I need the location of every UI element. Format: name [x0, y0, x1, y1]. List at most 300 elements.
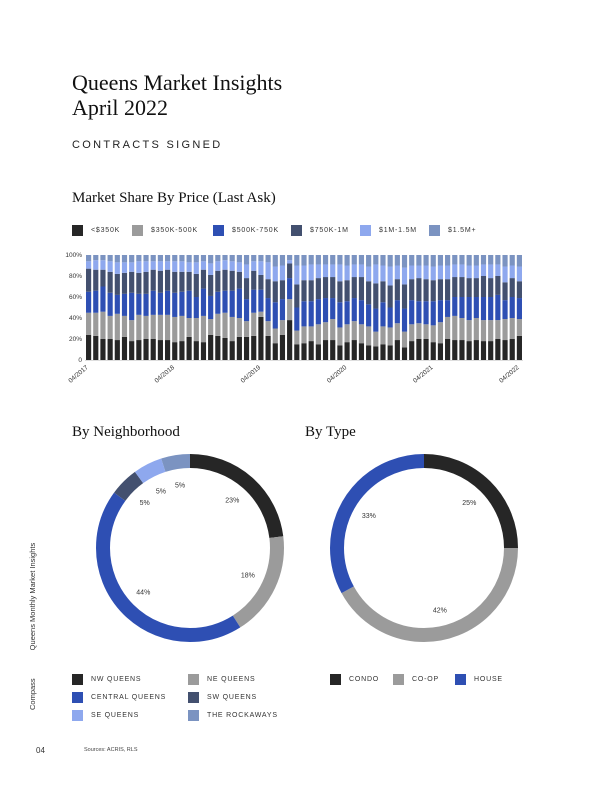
bar-segment: [230, 255, 235, 261]
bar-segment: [359, 277, 364, 300]
bar-segment: [266, 298, 271, 321]
bar-segment: [287, 278, 292, 299]
bar-segment: [258, 255, 263, 261]
bar-segment: [495, 339, 500, 360]
bar-segment: [309, 264, 314, 280]
bar-segment: [352, 340, 357, 360]
bar-segment: [409, 255, 414, 266]
bar-segment: [467, 278, 472, 297]
y-tick-label: 40%: [68, 315, 82, 322]
bar-segment: [258, 261, 263, 275]
bar-segment: [280, 255, 285, 266]
bar-segment: [301, 301, 306, 326]
bar-segment: [237, 262, 242, 271]
bar-segment: [179, 272, 184, 292]
bar-segment: [373, 255, 378, 264]
bar-segment: [445, 300, 450, 317]
bar-segment: [380, 302, 385, 326]
bar-segment: [380, 326, 385, 344]
bar-segment: [158, 261, 163, 270]
bar-segment: [395, 266, 400, 280]
bar-segment: [187, 272, 192, 291]
bar-segment: [287, 299, 292, 320]
bar-segment: [330, 340, 335, 360]
bar-segment: [395, 255, 400, 266]
bar-segment: [208, 275, 213, 296]
bar-segment: [143, 255, 148, 261]
bar-segment: [136, 255, 141, 261]
bar-segment: [452, 297, 457, 316]
bar-segment: [294, 344, 299, 360]
bar-segment: [237, 272, 242, 289]
bar-segment: [129, 272, 134, 293]
bar-segment: [86, 292, 91, 313]
bar-segment: [366, 304, 371, 326]
legend-swatch: [72, 674, 83, 685]
bar-segment: [366, 281, 371, 304]
bar-segment: [179, 316, 184, 341]
bar-segment: [143, 261, 148, 272]
bar-segment: [502, 340, 507, 360]
bar-segment: [294, 266, 299, 285]
bar-segment: [510, 318, 515, 339]
bar-segment: [409, 341, 414, 360]
bar-segment: [86, 269, 91, 292]
bar-segment: [215, 336, 220, 360]
bar-segment: [143, 272, 148, 294]
legend-swatch: [72, 710, 83, 721]
type-legend: [330, 674, 560, 688]
bar-segment: [108, 339, 113, 360]
bar-segment: [301, 343, 306, 360]
bar-segment: [495, 276, 500, 295]
x-tick-label: 04/2020: [325, 364, 349, 385]
legend-swatch: [455, 674, 466, 685]
bar-segment: [194, 318, 199, 341]
bar-segment: [251, 261, 256, 270]
bar-segment: [93, 270, 98, 291]
bar-segment: [467, 266, 472, 279]
bar-segment: [431, 342, 436, 360]
bar-segment: [301, 280, 306, 301]
bar-segment: [373, 283, 378, 308]
bar-segment: [108, 272, 113, 293]
legend-item-ne-queens: [188, 674, 255, 685]
bar-segment: [323, 322, 328, 340]
sidebar-vertical-text: [28, 543, 37, 710]
bar-segment: [287, 260, 292, 263]
bar-segment: [151, 261, 156, 269]
bar-segment: [488, 264, 493, 278]
y-tick-label: 20%: [68, 336, 82, 343]
bar-segment: [402, 332, 407, 348]
bar-segment: [359, 343, 364, 360]
legend-label: <$350K: [91, 227, 121, 234]
legend-label: THE ROCKAWAYS: [207, 712, 278, 719]
bar-segment: [502, 267, 507, 283]
bar-segment: [345, 324, 350, 342]
bar-segment: [409, 266, 414, 280]
bar-segment: [467, 341, 472, 360]
bar-segment: [251, 255, 256, 261]
bar-segment: [301, 326, 306, 343]
bar-segment: [459, 255, 464, 264]
bar-segment: [86, 335, 91, 360]
bar-segment: [510, 339, 515, 360]
legend-item-500-750k: [213, 225, 279, 236]
legend-swatch: [330, 674, 341, 685]
bar-segment: [222, 260, 227, 269]
bar-segment: [129, 255, 134, 262]
bar-segment: [309, 326, 314, 341]
bar-segment: [337, 281, 342, 302]
legend-item-1-5m-plus: [429, 225, 476, 236]
bar-segment: [316, 344, 321, 360]
bar-segment: [179, 261, 184, 272]
bar-segment: [93, 260, 98, 269]
bar-segment: [143, 339, 148, 360]
legend-label: SW QUEENS: [207, 694, 257, 701]
bar-segment: [237, 255, 242, 262]
bar-segment: [258, 317, 263, 360]
slice-value-label: 23%: [225, 497, 240, 505]
bar-segment: [438, 255, 443, 266]
bar-segment: [122, 273, 127, 294]
bar-segment: [136, 340, 141, 360]
bar-segment: [309, 280, 314, 301]
bar-segment: [337, 327, 342, 345]
legend-label: CONDO: [349, 676, 380, 683]
bar-segment: [467, 320, 472, 341]
bar-segment: [416, 323, 421, 339]
x-tick-label: 04/2022: [498, 364, 521, 385]
bar-segment: [187, 255, 192, 262]
bar-segment: [330, 298, 335, 319]
bar-segment: [481, 297, 486, 320]
bar-segment: [345, 301, 350, 324]
bar-segment: [280, 299, 285, 320]
bar-segment: [201, 342, 206, 360]
bar-segment: [502, 282, 507, 300]
bar-segment: [215, 261, 220, 270]
y-tick-label: 80%: [68, 273, 82, 280]
bar-segment: [395, 323, 400, 340]
bar-segment: [345, 342, 350, 360]
y-tick-label: 0: [78, 357, 82, 364]
bar-segment: [502, 255, 507, 267]
bar-segment: [330, 277, 335, 298]
bar-segment: [459, 297, 464, 318]
bar-segment: [280, 320, 285, 335]
bar-segment: [165, 261, 170, 269]
bar-segment: [100, 260, 105, 269]
bar-segment: [201, 316, 206, 342]
bar-segment: [165, 270, 170, 291]
bar-segment: [488, 341, 493, 360]
bar-segment: [273, 267, 278, 282]
bar-segment: [251, 336, 256, 360]
bar-segment: [201, 255, 206, 261]
sources-note: Sources: ACRIS, RLS: [84, 747, 138, 753]
bar-segment: [179, 255, 184, 261]
bar-segment: [402, 347, 407, 360]
bar-segment: [100, 255, 105, 260]
bar-segment: [481, 255, 486, 264]
bar-segment: [143, 294, 148, 316]
bar-segment: [151, 339, 156, 360]
bar-segment: [474, 255, 479, 266]
legend-label: $1M-1.5M: [379, 227, 417, 234]
bar-segment: [488, 255, 493, 264]
bar-segment: [474, 318, 479, 340]
legend-item-house: [455, 674, 503, 685]
bar-segment: [380, 255, 385, 266]
bar-segment: [187, 318, 192, 337]
legend-swatch: [132, 225, 143, 236]
bar-segment: [122, 337, 127, 360]
bar-segment: [345, 280, 350, 301]
bar-segment: [438, 343, 443, 360]
page-title: [72, 70, 282, 120]
legend-item-condo: [330, 674, 379, 685]
bar-segment: [345, 255, 350, 266]
bar-segment: [136, 273, 141, 294]
bar-segment: [100, 312, 105, 339]
legend-label: $1.5M+: [448, 227, 477, 234]
bar-segment: [452, 277, 457, 297]
legend-swatch: [291, 225, 302, 236]
bar-segment: [373, 264, 378, 283]
type-donut-chart: [314, 450, 534, 650]
bar-segment: [423, 266, 428, 280]
bar-segment: [495, 264, 500, 276]
bar-segment: [309, 255, 314, 264]
neighborhood-chart-title: By Neighborhood: [72, 424, 180, 440]
bar-segment: [294, 255, 299, 266]
bar-segment: [388, 267, 393, 286]
bar-segment: [115, 340, 120, 360]
bar-segment: [172, 272, 177, 293]
bar-segment: [251, 271, 256, 290]
bar-segment: [352, 321, 357, 340]
legend-label: NW QUEENS: [91, 676, 142, 683]
bar-segment: [115, 295, 120, 314]
bar-segment: [108, 261, 113, 272]
bar-segment: [287, 320, 292, 360]
bar-segment: [258, 290, 263, 312]
bar-segment: [366, 255, 371, 267]
bar-segment: [423, 279, 428, 301]
bar-segment: [266, 336, 271, 360]
bar-segment: [431, 280, 436, 301]
bar-segment: [287, 263, 292, 278]
bar-segment: [388, 345, 393, 360]
bar-segment: [474, 297, 479, 318]
bar-segment: [352, 264, 357, 277]
bar-segment: [237, 337, 242, 360]
bar-segment: [438, 279, 443, 300]
bar-segment: [143, 316, 148, 339]
bar-segment: [474, 278, 479, 297]
legend-item-750k-1m: [291, 225, 349, 236]
bar-segment: [108, 293, 113, 316]
bar-segment: [409, 279, 414, 300]
legend-label: CO-OP: [412, 676, 439, 683]
bar-segment: [122, 262, 127, 273]
bar-segment: [301, 255, 306, 266]
bar-segment: [438, 300, 443, 322]
bar-segment: [423, 255, 428, 266]
bar-segment: [517, 281, 522, 298]
bar-segment: [187, 337, 192, 360]
type-chart-title: By Type: [305, 424, 356, 440]
bar-segment: [194, 255, 199, 262]
bar-segment: [337, 264, 342, 281]
bar-segment: [445, 266, 450, 280]
bar-segment: [201, 261, 206, 269]
bar-segment: [337, 345, 342, 360]
brand-label: Compass: [28, 678, 37, 710]
bar-segment: [230, 271, 235, 291]
bar-segment: [280, 266, 285, 281]
bar-segment: [330, 255, 335, 264]
bar-segment: [222, 313, 227, 338]
legend-swatch: [72, 225, 83, 236]
bar-segment: [294, 331, 299, 345]
legend-label: CENTRAL QUEENS: [91, 694, 167, 701]
bar-segment: [122, 255, 127, 262]
bar-segment: [86, 261, 91, 268]
bar-segment: [423, 339, 428, 360]
bar-segment: [93, 313, 98, 336]
bar-segment: [244, 264, 249, 278]
bar-segment: [93, 255, 98, 260]
legend-label: SE QUEENS: [91, 712, 140, 719]
bar-segment: [194, 274, 199, 297]
bar-segment: [402, 309, 407, 332]
bar-segment: [100, 339, 105, 360]
slice-value-label: 42%: [432, 607, 447, 615]
bar-segment: [316, 324, 321, 344]
bar-segment: [165, 340, 170, 360]
legend-swatch: [188, 674, 199, 685]
bar-segment: [280, 280, 285, 299]
bar-segment: [108, 316, 113, 339]
bar-segment: [115, 255, 120, 262]
bar-segment: [495, 295, 500, 320]
legend-item-central-queens: [72, 692, 166, 703]
bar-segment: [495, 320, 500, 339]
bar-segment: [222, 291, 227, 313]
bar-segment: [431, 255, 436, 267]
bar-segment: [172, 342, 177, 360]
x-tick-label: 04/2019: [239, 364, 263, 385]
bar-segment: [452, 340, 457, 360]
bar-segment: [502, 300, 507, 319]
bar-segment: [136, 261, 141, 273]
bar-segment: [330, 264, 335, 277]
x-tick-label: 04/2021: [412, 364, 435, 385]
bar-segment: [373, 346, 378, 360]
slice-value-label: 33%: [361, 512, 376, 520]
legend-item-sw-queens: [188, 692, 257, 703]
slice-value-label: 5%: [139, 500, 150, 508]
bar-segment: [165, 315, 170, 340]
bar-segment: [129, 293, 134, 320]
bar-segment: [517, 255, 522, 267]
bar-segment: [215, 314, 220, 336]
bar-segment: [366, 267, 371, 282]
legend-label: HOUSE: [474, 676, 503, 683]
bar-segment: [459, 264, 464, 277]
bar-segment: [158, 293, 163, 315]
bar-segment: [251, 313, 256, 336]
bar-segment: [222, 270, 227, 291]
bar-segment: [316, 299, 321, 324]
bar-segment: [402, 255, 407, 268]
bar-segment: [230, 317, 235, 341]
legend-swatch: [360, 225, 371, 236]
bar-segment: [201, 289, 206, 316]
bar-segment: [122, 294, 127, 316]
bar-segment: [122, 316, 127, 337]
bar-segment: [172, 293, 177, 317]
bar-segment: [366, 345, 371, 360]
legend-item-se-queens: [72, 710, 139, 721]
bar-segment: [108, 255, 113, 261]
bar-segment: [495, 255, 500, 264]
bar-segment: [452, 316, 457, 340]
bar-chart-legend: [72, 225, 552, 237]
bar-segment: [380, 344, 385, 360]
bar-segment: [158, 315, 163, 340]
bar-segment: [359, 324, 364, 343]
bar-segment: [445, 339, 450, 360]
bar-segment: [244, 337, 249, 360]
bar-segment: [388, 255, 393, 267]
bar-segment: [366, 326, 371, 345]
bar-segment: [467, 297, 472, 320]
bar-segment: [201, 270, 206, 289]
bar-segment: [510, 278, 515, 297]
bar-segment: [115, 262, 120, 274]
bar-segment: [337, 302, 342, 327]
bar-segment: [388, 327, 393, 345]
bar-segment: [488, 297, 493, 320]
bar-segment: [416, 301, 421, 323]
bar-segment: [510, 266, 515, 279]
bar-segment: [115, 274, 120, 295]
legend-swatch: [429, 225, 440, 236]
bar-segment: [273, 281, 278, 302]
bar-segment: [481, 264, 486, 276]
legend-label: $350K-500K: [151, 227, 198, 234]
bar-segment: [208, 255, 213, 263]
legend-label: $750K-1M: [310, 227, 349, 234]
bar-segment: [151, 255, 156, 261]
bar-segment: [438, 322, 443, 343]
bar-segment: [273, 329, 278, 344]
bar-segment: [208, 335, 213, 360]
bar-segment: [416, 339, 421, 360]
bar-segment: [323, 264, 328, 277]
bar-segment: [481, 276, 486, 297]
bar-segment: [488, 320, 493, 341]
bar-segment: [416, 266, 421, 279]
bar-segment: [244, 255, 249, 264]
legend-swatch: [188, 692, 199, 703]
bar-segment: [187, 291, 192, 318]
